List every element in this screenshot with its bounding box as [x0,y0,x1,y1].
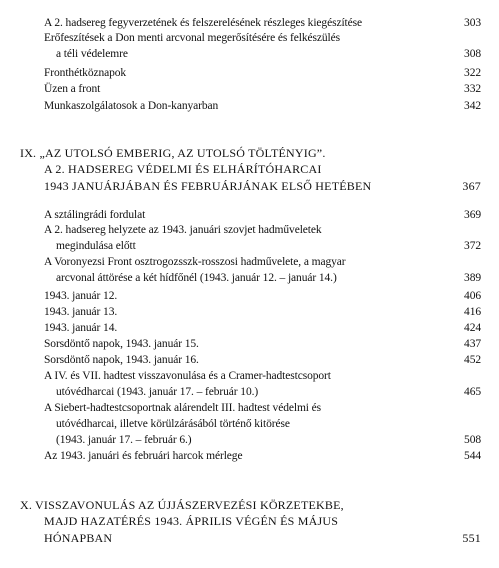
toc-entry-title-cont: megindulása előtt [56,240,136,252]
toc-entry[interactable] [0,337,499,352]
toc-entry[interactable] [0,321,499,336]
toc-entry[interactable] [0,289,499,304]
toc-entry-title-cont: (1943. január 17. – február 6.) [56,434,192,446]
chapter-title-line: 1943 JANUÁRJÁBAN ÉS FEBRUÁRJÁNAK ELSŐ HETÉBEN [44,179,372,193]
toc-entry-page: 424 [464,322,481,334]
toc-entry-title: Fronthétköznapok [44,67,127,79]
toc-entry[interactable] [0,99,499,114]
toc-entry-page: 303 [464,17,481,29]
toc-entry-title-cont: utóvédharcai, illetve körülzárásából történő kitörése [56,418,290,430]
toc-entry[interactable] [0,223,499,253]
toc-entry-title: Sorsdöntő napok, 1943. január 15. [44,338,199,350]
toc-entry-page: 389 [464,272,481,284]
chapter-ix-heading[interactable] [0,145,499,195]
toc-entry-page: 437 [464,338,481,350]
toc-entry-title: A Voronyezsi Front osztrogozsszk-rosszosi hadművelete, a magyar [44,256,346,268]
toc-entry[interactable] [0,31,499,61]
chapter-title-line: X. VISSZAVONULÁS AZ ÚJJÁSZERVEZÉSI KÖRZETEKBE, [20,498,344,512]
chapter-title-line: IX. „AZ UTOLSÓ EMBERIG, AZ UTOLSÓ TÖLTÉNYIG”. [20,146,326,160]
toc-entry[interactable] [0,16,499,31]
toc-entry-page: 465 [464,386,481,398]
toc-entry-title: Az 1943. januári és februári harcok mérlege [44,450,243,462]
toc-entry-title: 1943. január 13. [44,306,118,318]
chapter-title-line: HÓNAPBAN [44,531,113,545]
toc-entry-title: A 2. hadsereg helyzete az 1943. januári szovjet hadműveletek [44,224,322,236]
toc-entry-page: 544 [464,450,481,462]
toc-entry-title: A 2. hadsereg fegyverzetének és felszerelésének részleges kiegészítése [44,17,363,29]
toc-entry-title: A Siebert-hadtestcsoportnak alárendelt III. hadtest védelmi és [44,402,322,414]
chapter-page: 551 [462,531,481,545]
toc-entry[interactable] [0,449,499,464]
toc-entry-title: Sorsdöntő napok, 1943. január 16. [44,354,199,366]
toc-entry[interactable] [0,353,499,368]
toc-entry-page: 369 [464,209,481,221]
toc-entry-page: 342 [464,100,481,112]
toc-entry-title: Erőfeszítések a Don menti arcvonal megerősítésére és felkészülés [44,32,340,44]
chapter-title-line: A 2. HADSEREG VÉDELMI ÉS ELHÁRÍTÓHARCAI [44,162,322,176]
toc-entry[interactable] [0,305,499,320]
toc-entry-title: 1943. január 14. [44,322,118,334]
toc-entry[interactable] [0,82,499,97]
toc-entry-page: 508 [464,434,481,446]
chapter-title-line: MAJD HAZATÉRÉS 1943. ÁPRILIS VÉGÉN ÉS MÁJUS [44,514,339,528]
toc-entry-title-cont: a téli védelemre [56,48,128,60]
toc-entry-page: 416 [464,306,481,318]
toc-entry-title: Üzen a front [44,83,101,95]
toc-entry[interactable] [0,255,499,285]
toc-entry[interactable] [0,208,499,223]
toc-entry[interactable] [0,401,499,447]
toc-entry-title: A sztálingrádi fordulat [44,209,146,221]
toc-entry[interactable] [0,66,499,81]
toc-entry-title-cont: arcvonal áttörése a két hídfőnél (1943. január 12. – január 14.) [56,272,337,284]
chapter-page: 367 [462,179,481,193]
toc-entry-title-cont: utóvédharcai (1943. január 17. – február 10.) [56,386,259,398]
toc-entry-page: 406 [464,290,481,302]
toc-entry-page: 332 [464,83,481,95]
toc-entry-page: 372 [464,240,481,252]
toc-entry-page: 322 [464,67,481,79]
toc-entry[interactable] [0,369,499,399]
toc-entry-page: 452 [464,354,481,366]
toc-entry-title: A IV. és VII. hadtest visszavonulása és a Cramer-hadtestcsoport [44,370,331,382]
toc-entry-title: Munkaszolgálatosok a Don-kanyarban [44,100,219,112]
chapter-x-heading[interactable] [0,497,499,547]
toc-entry-title: 1943. január 12. [44,290,118,302]
toc-entry-page: 308 [464,48,481,60]
